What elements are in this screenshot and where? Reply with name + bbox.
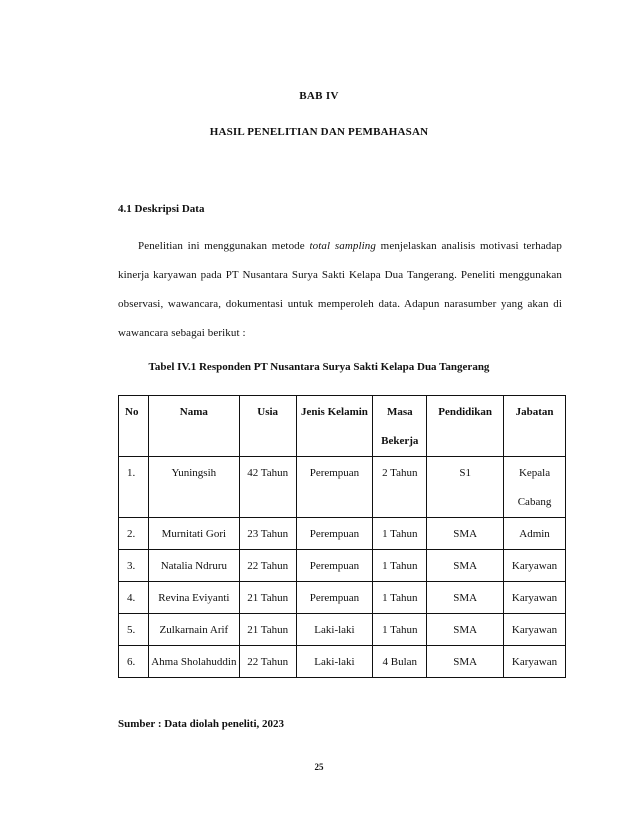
cell-no: 3. — [119, 550, 149, 582]
cell-jabatan: Admin — [504, 518, 566, 550]
table-row — [119, 646, 566, 678]
cell-usia: 21 Tahun — [239, 614, 296, 646]
cell-usia: 22 Tahun — [239, 550, 296, 582]
header-masa-bekerja: Masa Bekerja — [373, 396, 427, 457]
cell-jabatan: Karyawan — [504, 582, 566, 614]
cell-no: 1. — [119, 457, 149, 518]
header-usia: Usia — [239, 396, 296, 457]
respondent-table — [118, 395, 566, 678]
table-row — [119, 518, 566, 550]
cell-masa-bekerja: 4 Bulan — [373, 646, 427, 678]
cell-jabatan: Karyawan — [504, 646, 566, 678]
cell-jenis-kelamin: Perempuan — [296, 550, 373, 582]
cell-pendidikan: SMA — [427, 550, 504, 582]
cell-nama: Revina Eviyanti — [148, 582, 239, 614]
table-caption: Tabel IV.1 Responden PT Nusantara Surya Sakti Kelapa Dua Tangerang — [148, 361, 490, 373]
table-row — [119, 550, 566, 582]
cell-masa-bekerja: 2 Tahun — [373, 457, 427, 518]
cell-nama: Yuningsih — [148, 457, 239, 518]
cell-masa-bekerja: 1 Tahun — [373, 582, 427, 614]
cell-nama: Natalia Ndruru — [148, 550, 239, 582]
header-nama: Nama — [148, 396, 239, 457]
cell-pendidikan: SMA — [427, 646, 504, 678]
cell-no: 2. — [119, 518, 149, 550]
chapter-title: HASIL PENELITIAN DAN PEMBAHASAN — [209, 126, 429, 138]
cell-pendidikan: SMA — [427, 614, 504, 646]
table-source-note: Sumber : Data diolah peneliti, 2023 — [118, 718, 285, 730]
paragraph-emphasis: total sampling — [309, 240, 376, 252]
cell-masa-bekerja: 1 Tahun — [373, 614, 427, 646]
cell-nama: Zulkarnain Arif — [148, 614, 239, 646]
header-jenis-kelamin: Jenis Kelamin — [296, 396, 373, 457]
cell-jenis-kelamin: Laki-laki — [296, 646, 373, 678]
cell-nama: Ahma Sholahuddin — [148, 646, 239, 678]
cell-usia: 21 Tahun — [239, 582, 296, 614]
header-pendidikan: Pendidikan — [427, 396, 504, 457]
cell-pendidikan: S1 — [427, 457, 504, 518]
cell-jenis-kelamin: Perempuan — [296, 518, 373, 550]
table-row — [119, 582, 566, 614]
cell-jenis-kelamin: Laki-laki — [296, 614, 373, 646]
cell-no: 6. — [119, 646, 149, 678]
cell-jabatan: Karyawan — [504, 614, 566, 646]
cell-usia: 22 Tahun — [239, 646, 296, 678]
section-heading: 4.1 Deskripsi Data — [118, 203, 205, 215]
cell-jabatan: Karyawan — [504, 550, 566, 582]
table-header-row — [119, 396, 566, 457]
cell-jenis-kelamin: Perempuan — [296, 582, 373, 614]
header-jabatan: Jabatan — [504, 396, 566, 457]
cell-no: 5. — [119, 614, 149, 646]
cell-usia: 23 Tahun — [239, 518, 296, 550]
table-row — [119, 614, 566, 646]
cell-jabatan: Kepala Cabang — [504, 457, 566, 518]
cell-pendidikan: SMA — [427, 582, 504, 614]
cell-jenis-kelamin: Perempuan — [296, 457, 373, 518]
table-row — [119, 457, 566, 518]
paragraph-text-before: Penelitian ini menggunakan metode — [138, 240, 310, 252]
cell-pendidikan: SMA — [427, 518, 504, 550]
paragraph-text-after: menjelaskan analisis motivasi terhadap kinerja karyawan pada PT Nusantara Surya Sakti Kelapa Dua Tangerang. Peneliti menggunakan observasi, wawancara, dokumentasi untuk memperoleh data. Adapun narasumber yang akan di wawancara sebagai berikut : — [118, 240, 562, 339]
page-number: 25 — [314, 762, 324, 772]
header-no: No — [119, 396, 149, 457]
chapter-label: BAB IV — [299, 90, 339, 102]
body-paragraph — [118, 232, 562, 348]
cell-no: 4. — [119, 582, 149, 614]
cell-masa-bekerja: 1 Tahun — [373, 518, 427, 550]
cell-masa-bekerja: 1 Tahun — [373, 550, 427, 582]
cell-usia: 42 Tahun — [239, 457, 296, 518]
cell-nama: Murnitati Gori — [148, 518, 239, 550]
